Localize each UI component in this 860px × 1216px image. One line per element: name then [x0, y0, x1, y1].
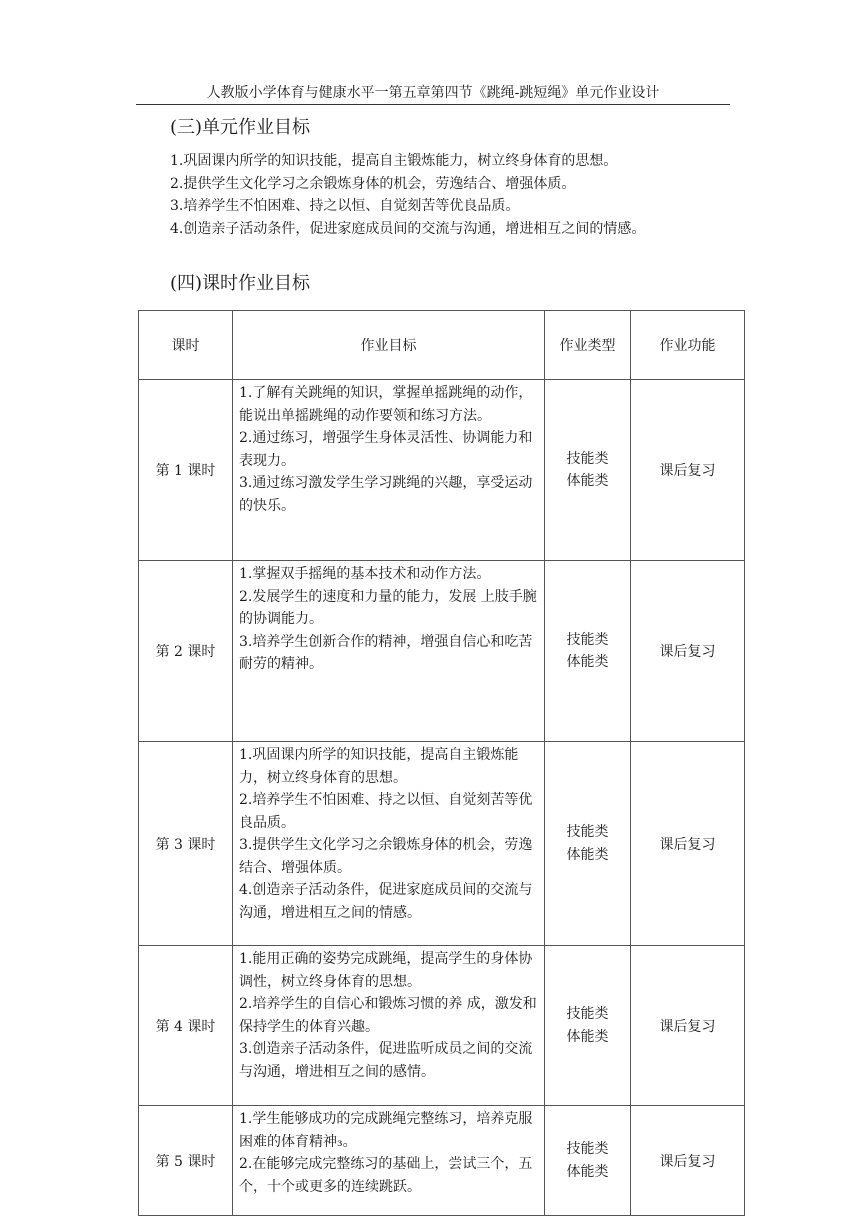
type-cell	[545, 1106, 631, 1216]
goal-cell	[233, 742, 545, 946]
function-cell: 课后复习	[631, 742, 745, 946]
goal-line: 1.了解有关跳绳的知识，掌握单摇跳绳的动作，能说出单摇跳绳的动作要领和练习方法。	[239, 385, 533, 424]
goal-line: 3.提供学生文化学习之余锻炼身体的机会，劳逸结合、增强体质。	[239, 837, 533, 876]
table-row	[139, 561, 745, 742]
function-cell: 课后复习	[631, 946, 745, 1106]
function-cell: 课后复习	[631, 1106, 745, 1216]
section4-heading: (四)课时作业目标	[170, 273, 311, 294]
goal-line: 1.学生能够成功的完成跳绳完整练习，培养克服困难的体育精神₃。	[239, 1111, 533, 1150]
type-line: 技能类	[566, 1006, 609, 1022]
goal-line: 1.掌握双手摇绳的基本技术和动作方法。	[239, 566, 491, 582]
column-header-function: 作业功能	[631, 311, 745, 380]
type-line: 体能类	[566, 846, 609, 863]
type-line: 体能类	[566, 473, 609, 489]
type-line: 体能类	[566, 654, 609, 670]
goal-line: 2.通过练习，增强学生身体灵活性、协调能力和表现力。	[239, 430, 533, 469]
type-line: 技能类	[566, 450, 609, 467]
table-row	[139, 1106, 745, 1216]
goal-line: 1.巩固课内所学的知识技能，提高自主锻炼能力，树立终身体育的思想。	[239, 747, 519, 786]
goal-line: 2.在能够完成完整练习的基础上，尝试三个，五个，十个或更多的连续跳跃。	[239, 1156, 533, 1195]
goal-cell	[233, 561, 545, 742]
type-line: 技能类	[566, 824, 609, 840]
goal-line: 1.能用正确的姿势完成跳绳，提高学生的身体协调性，树立终身体育的思想。	[239, 951, 533, 990]
period-cell: 第 5 课时	[139, 1106, 233, 1216]
period-cell: 第 1 课时	[139, 380, 233, 561]
goal-cell	[233, 1106, 545, 1216]
goal-line: 2.发展学生的速度和力量的能力，发展 上肢手腕的协调能力。	[239, 588, 537, 627]
goal-line: 4.创造亲子活动条件，促进家庭成员间的交流与沟通，增进相互之间的情感。	[239, 882, 533, 921]
function-cell: 课后复习	[631, 561, 745, 742]
type-cell	[545, 561, 631, 742]
goal-line: 3.创造亲子活动条件，促进监听成员之间的交流与沟通，增进相互之间的感情。	[239, 1041, 533, 1080]
column-header-goal: 作业目标	[233, 311, 545, 380]
goal-line: 3.通过练习激发学生学习跳绳的兴趣，享受运动的快乐。	[239, 475, 533, 514]
period-cell: 第 4 课时	[139, 946, 233, 1106]
unit-goal-item: 2.提供学生文化学习之余锻炼身体的机会，劳逸结合、增强体质。	[170, 175, 576, 192]
page-header: 人教版小学体育与健康水平一第五章第四节《跳绳-跳短绳》单元作业设计	[206, 85, 660, 101]
unit-goals-list	[170, 150, 728, 240]
type-cell	[545, 946, 631, 1106]
goal-cell	[233, 380, 545, 561]
table-row	[139, 380, 745, 561]
column-header-period: 课时	[139, 311, 233, 380]
type-line: 体能类	[566, 1028, 609, 1045]
period-cell: 第 3 课时	[139, 742, 233, 946]
goal-line: 2.培养学生不怕困难、持之以恒、自觉刻苦等优良品质。	[239, 792, 533, 831]
unit-goal-item: 4.创造亲子活动条件，促进家庭成员间的交流与沟通，增进相互之间的情感。	[170, 220, 646, 237]
period-cell: 第 2 课时	[139, 561, 233, 742]
type-cell	[545, 380, 631, 561]
type-line: 技能类	[566, 1141, 609, 1157]
table-row	[139, 742, 745, 946]
type-cell	[545, 742, 631, 946]
unit-goal-item: 3.培养学生不怕困难、持之以恒、自觉刻苦等优良品质。	[170, 198, 520, 214]
function-cell: 课后复习	[631, 380, 745, 561]
unit-goal-item: 1.巩固课内所学的知识技能，提高自主锻炼能力，树立终身体育的思想。	[170, 153, 618, 169]
section3-heading: (三)单元作业目标	[170, 117, 311, 138]
lesson-goals-table	[138, 310, 745, 1216]
column-header-type: 作业类型	[545, 311, 631, 380]
goal-line: 2.培养学生的自信心和锻炼习惯的养 成，激发和保持学生的体育兴趣。	[239, 996, 537, 1035]
goal-line: 3.培养学生创新合作的精神，增强自信心和吃苦耐劳的精神。	[239, 633, 533, 672]
header-rule	[136, 104, 730, 105]
type-line: 技能类	[566, 631, 609, 648]
table-header-row	[139, 311, 745, 380]
goal-cell	[233, 946, 545, 1106]
type-line: 体能类	[566, 1163, 609, 1180]
table-row	[139, 946, 745, 1106]
